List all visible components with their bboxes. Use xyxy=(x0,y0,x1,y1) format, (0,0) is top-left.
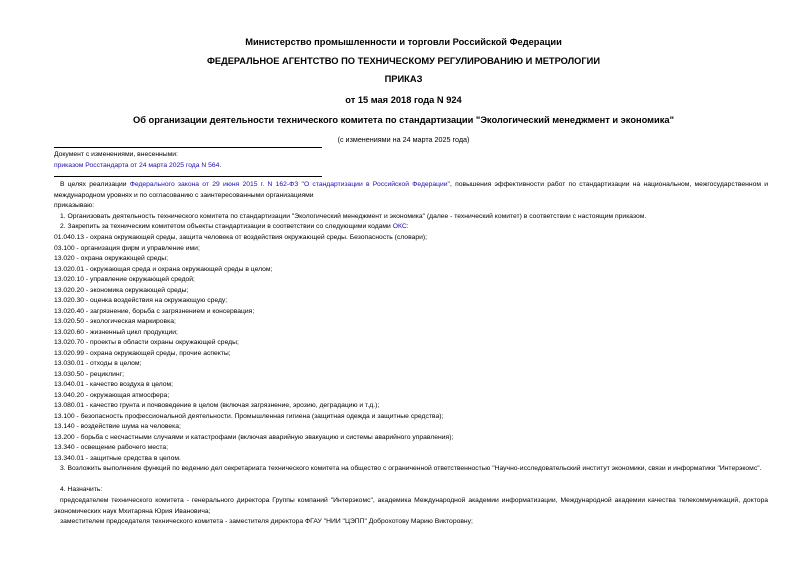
document-type: ПРИКАЗ xyxy=(384,74,423,84)
changes-label: Документ с изменениями, внесенными: xyxy=(54,151,178,158)
item-4: 4. Назначить: xyxy=(60,486,103,493)
agency-name: ФЕДЕРАЛЬНОЕ АГЕНТСТВО ПО ТЕХНИЧЕСКОМУ РЕГУЛИРОВАНИЮ И МЕТРОЛОГИИ xyxy=(206,56,601,66)
code-item: 13.020 - охрана окружающей среды; xyxy=(54,255,169,262)
order-word: приказываю: xyxy=(54,202,95,209)
oks-link[interactable]: ОКС xyxy=(392,223,407,230)
deputy-appointment: заместителем председателя технического комитета - заместителя директора ФГАУ "НИИ "ЦЭПП" Доброхотову Марию Викторовну; xyxy=(60,518,473,525)
preamble-paragraph xyxy=(54,180,768,201)
code-item: 01.040.13 - охрана окружающей среды, защита человека от воздействия окружающей среды. Безопасность (словари); xyxy=(54,234,427,241)
code-item: 13.040.01 - качество воздуха в целом; xyxy=(54,381,174,388)
item-1: 1. Организовать деятельность технического комитета по стандартизации "Экологический менеджмент и экономика" (далее - технический комитет) в соответствии с настоящим приказом. xyxy=(60,213,647,220)
changes-period: . xyxy=(219,162,222,169)
code-item: 13.340.01 - защитные средства в целом. xyxy=(54,454,181,462)
chair-appointment: председателем технического комитета - генерального директора Группы компаний "Интерэкомс", академика Международной академии информатизации, Международной академии качества телекоммуникаций, доктора экономических наук Мхитаряна Юрия Ивановича; xyxy=(54,497,768,515)
changes-line xyxy=(54,161,221,172)
document-date-number: от 15 мая 2018 года N 924 xyxy=(345,95,462,105)
item-2 xyxy=(60,222,409,233)
code-item: 13.140 - воздействие шума на человека; xyxy=(54,423,181,430)
divider-bottom xyxy=(54,176,322,177)
code-item: 13.020.20 - экономика окружающей среды; xyxy=(54,286,189,294)
code-item: 03.100 - организация фирм и управление ими; xyxy=(54,244,200,252)
code-item: 13.080.01 - качество грунта и почвоведение в целом (включая загрязнение, эрозию, деградацию и т.д.); xyxy=(54,402,380,409)
preamble-rest: , повышения эффективности работ по стандартизации на национальном, межгосударственном и международном уровнях и по согласованию с заинтересованными организациями xyxy=(54,181,768,199)
ministry-name: Министерство промышленности и торговли Российской Федерации xyxy=(245,37,562,47)
preamble-lead: В целях реализации xyxy=(60,181,130,188)
code-item: 13.020.99 - охрана окружающей среды, прочие аспекты; xyxy=(54,349,231,357)
code-item: 13.100 - безопасность профессиональной деятельности. Промышленная гигиена (защитная одежда и защитные средства); xyxy=(54,412,444,420)
item-2-lead: 2. Закрепить за техническим комитетом объекты стандартизации в соответствии со следующими кодами xyxy=(60,223,393,230)
item-2-tail: : xyxy=(406,223,409,230)
code-item: 13.340 - освещение рабочего места; xyxy=(54,444,169,451)
code-item: 13.020.01 - окружающая среда и охрана окружающей среды в целом; xyxy=(54,265,273,273)
code-item: 13.020.40 - загрязнение, борьба с загрязнением и консервация; xyxy=(54,307,255,315)
revision-note: (с изменениями на 24 марта 2025 года) xyxy=(337,135,470,144)
code-item: 13.030.01 - отходы в целом; xyxy=(54,360,142,367)
code-item: 13.020.60 - жизненный цикл продукции; xyxy=(54,328,178,336)
code-item: 13.020.50 - экологическая маркировка; xyxy=(54,318,176,325)
code-item: 13.020.70 - проекты в области охраны окружающей среды; xyxy=(54,339,239,346)
code-item: 13.020.10 - управление окружающей средой; xyxy=(54,276,195,283)
code-item: 13.200 - борьба с несчастными случаями и катастрофами (включая аварийную эвакуацию и системы аварийного управления); xyxy=(54,433,454,441)
amendment-order-link[interactable]: приказом Росстандарта от 24 марта 2025 года N 564 xyxy=(54,162,220,169)
document-title: Об организации деятельности технического комитета по стандартизации "Экологический менеджмент и экономика" xyxy=(132,115,675,125)
code-item: 13.020.30 - оценка воздействия на окружающую среду; xyxy=(54,297,228,304)
item-3: 3. Возложить выполнение функций по ведению дел секретариата технического комитета на общество с ограниченной ответственностью "Научно-исследовательский институт экономики, связи и информатики "Интерэкомс". xyxy=(60,465,762,472)
code-item: 13.030.50 - рециклинг; xyxy=(54,370,124,378)
divider-top xyxy=(54,147,322,148)
federal-law-link[interactable]: Федерального закона от 29 июня 2015 г. N 162-ФЗ "О стандартизации в Российской Федерации" xyxy=(129,181,450,188)
code-item: 13.040.20 - окружающая атмосфера; xyxy=(54,391,170,399)
